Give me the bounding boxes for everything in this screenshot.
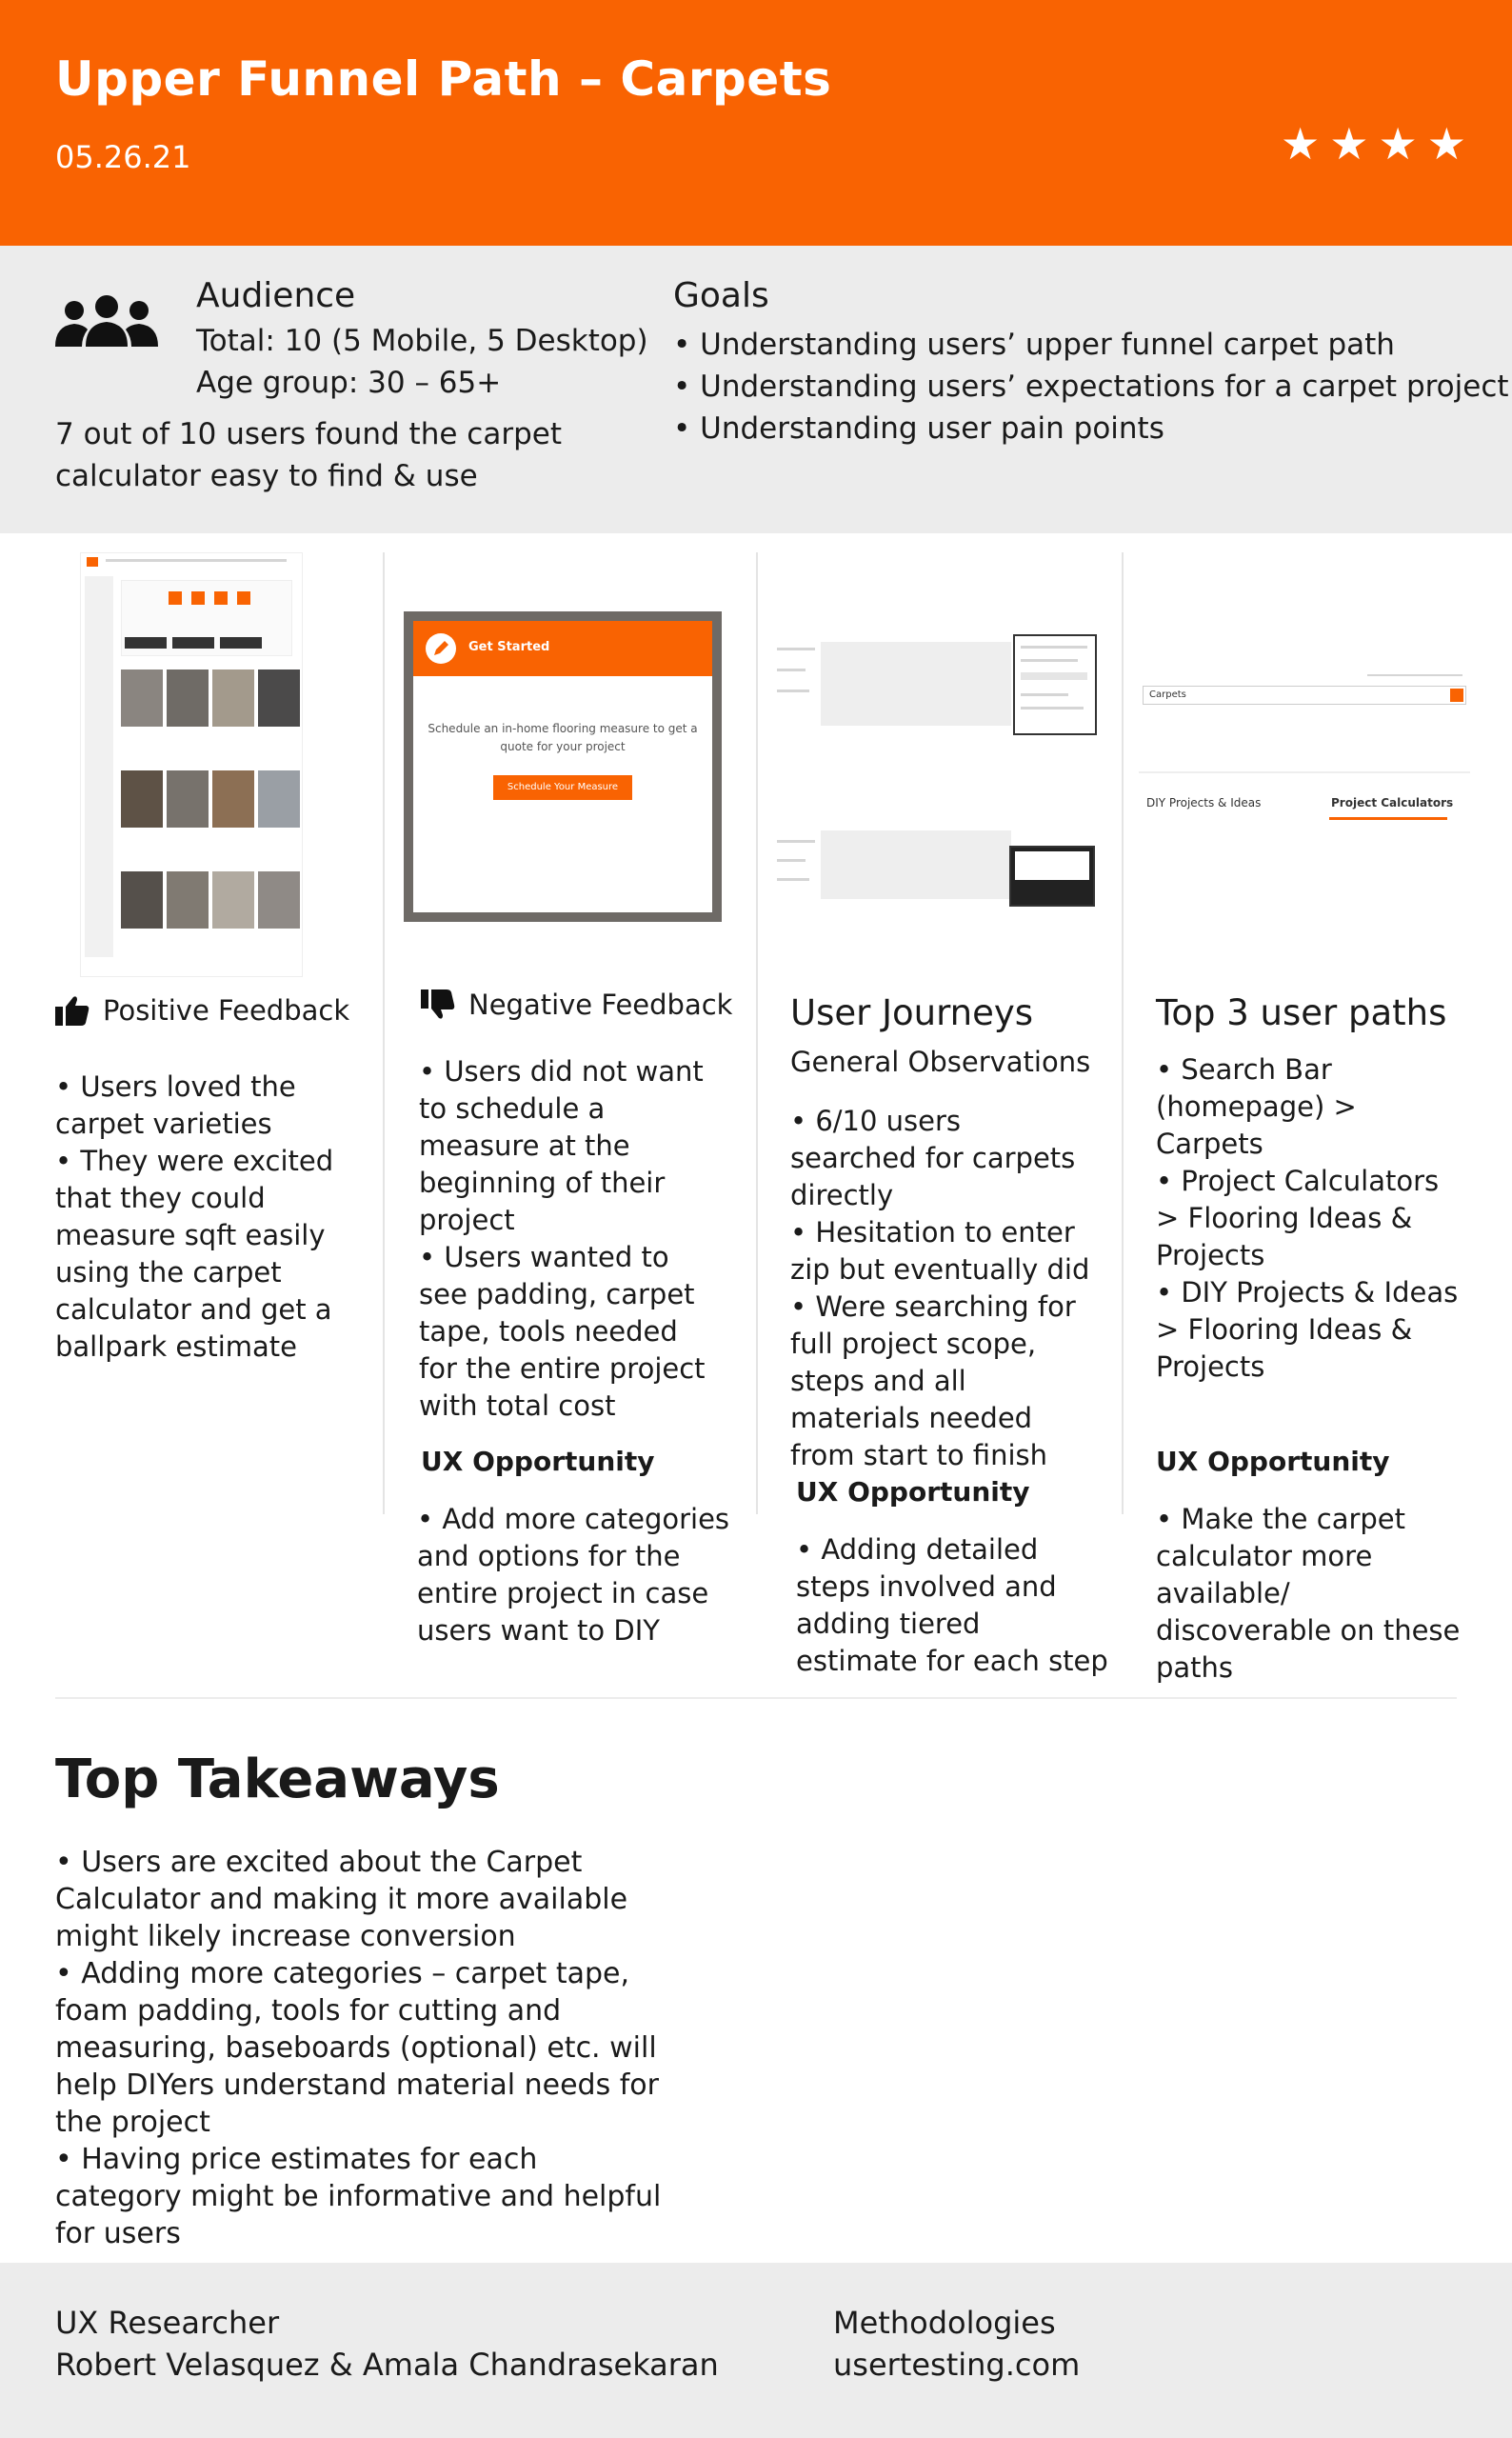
- methodologies-value: usertesting.com: [833, 2347, 1081, 2383]
- star-icon: ★: [1329, 118, 1369, 170]
- ux-opportunity-heading: UX Opportunity: [796, 1476, 1030, 1508]
- star-icon: ★: [1378, 118, 1418, 170]
- methodologies-label: Methodologies: [833, 2305, 1056, 2341]
- goal-item: • Understanding users’ expectations for a carpet project: [673, 370, 1509, 404]
- page-title: Upper Funnel Path – Carpets: [55, 51, 832, 107]
- user-journeys-heading: User Journeys: [790, 992, 1034, 1033]
- general-observations-heading: General Observations: [790, 1046, 1091, 1078]
- negative-feedback-label: Negative Feedback: [468, 989, 733, 1021]
- ux-opportunity-body: • Add more categories and options for the entire project in case users want to DIY: [417, 1503, 730, 1647]
- screenshot-schedule-modal: [404, 611, 722, 922]
- section-divider: [55, 1697, 1457, 1699]
- top-paths-body: • Search Bar (homepage) > Carpets • Project Calculators > Flooring Ideas & Projects • DIY Projects & Ideas > Flooring Ideas & Projects: [1156, 1053, 1459, 1383]
- column-divider: [1122, 552, 1124, 1514]
- group-icon: [55, 293, 158, 349]
- column-divider: [383, 552, 385, 1514]
- screenshot-journey-flow-1: [777, 632, 1101, 737]
- top-takeaways-body: • Users are excited about the Carpet Calculator and making it more available might likely increase conversion • Adding more categories – carpet tape, foam padding, tools for cutting and measuring, baseboards (optional) etc. will help DIYers understand material needs for the project • Having price estimates for each category might be informative and helpful for users: [55, 1846, 662, 2250]
- ux-opportunity-heading: UX Opportunity: [1156, 1446, 1390, 1477]
- star-icon: ★: [1426, 118, 1466, 170]
- ux-opportunity-body: • Make the carpet calculator more available/ discoverable on these paths: [1156, 1503, 1461, 1684]
- top-takeaways-title: Top Takeaways: [55, 1749, 500, 1810]
- star-rating: [1281, 118, 1466, 170]
- screenshot-search-tabs: [1139, 667, 1470, 838]
- goals-list: [673, 324, 1509, 450]
- schedule-measure-button: Schedule Your Measure: [493, 775, 632, 800]
- ux-opportunity-heading: UX Opportunity: [421, 1446, 655, 1477]
- audience-finding: 7 out of 10 users found the carpet calculator easy to find & use: [55, 417, 562, 493]
- modal-text: Schedule an in-home flooring measure to get a quote for your project: [428, 722, 698, 753]
- top-paths-heading: Top 3 user paths: [1156, 992, 1447, 1033]
- user-journeys-body: • 6/10 users searched for carpets directly • Hesitation to enter zip but eventually did • Were searching for full project scope, steps and all materials needed from start to finish: [790, 1105, 1090, 1471]
- screenshot-journey-flow-2: [777, 821, 1101, 916]
- researcher-label: UX Researcher: [55, 2305, 280, 2341]
- column-divider: [756, 552, 758, 1514]
- negative-feedback-heading: [421, 989, 732, 1021]
- report-date: 05.26.21: [55, 139, 191, 175]
- screenshot-product-listing: [80, 552, 303, 977]
- summary-section: [0, 246, 1512, 533]
- tab-project-calculators: Project Calculators: [1331, 796, 1454, 809]
- thumbs-down-icon: [421, 989, 455, 1020]
- goal-item: • Understanding user pain points: [673, 411, 1164, 446]
- modal-title: Get Started: [468, 640, 550, 654]
- audience-title: Audience: [196, 276, 356, 315]
- positive-feedback-heading: [55, 994, 349, 1027]
- audience-total: Total: 10 (5 Mobile, 5 Desktop): [196, 324, 648, 358]
- pencil-icon: [425, 632, 457, 665]
- positive-feedback-body: • Users loved the carpet varieties • They were excited that they could measure sqft easily using the carpet calculator and get a ballpark estimate: [55, 1070, 334, 1363]
- star-icon: ★: [1281, 118, 1321, 170]
- researcher-names: Robert Velasquez & Amala Chandrasekaran: [55, 2347, 719, 2383]
- negative-feedback-body: • Users did not want to schedule a measure at the beginning of their project • Users wanted to see padding, carpet tape, tools needed for the entire project with total cost: [419, 1055, 706, 1422]
- search-input-value: Carpets: [1149, 689, 1186, 700]
- tab-diy-projects: DIY Projects & Ideas: [1146, 796, 1262, 809]
- header-banner: [0, 0, 1512, 246]
- audience-age: Age group: 30 – 65+: [196, 366, 502, 400]
- thumbs-up-icon: [55, 995, 90, 1026]
- goal-item: • Understanding users’ upper funnel carpet path: [673, 328, 1395, 362]
- footer: [0, 2263, 1512, 2438]
- ux-opportunity-body: • Adding detailed steps involved and adding tiered estimate for each step: [796, 1533, 1108, 1677]
- positive-feedback-label: Positive Feedback: [103, 994, 350, 1027]
- goals-title: Goals: [673, 276, 769, 315]
